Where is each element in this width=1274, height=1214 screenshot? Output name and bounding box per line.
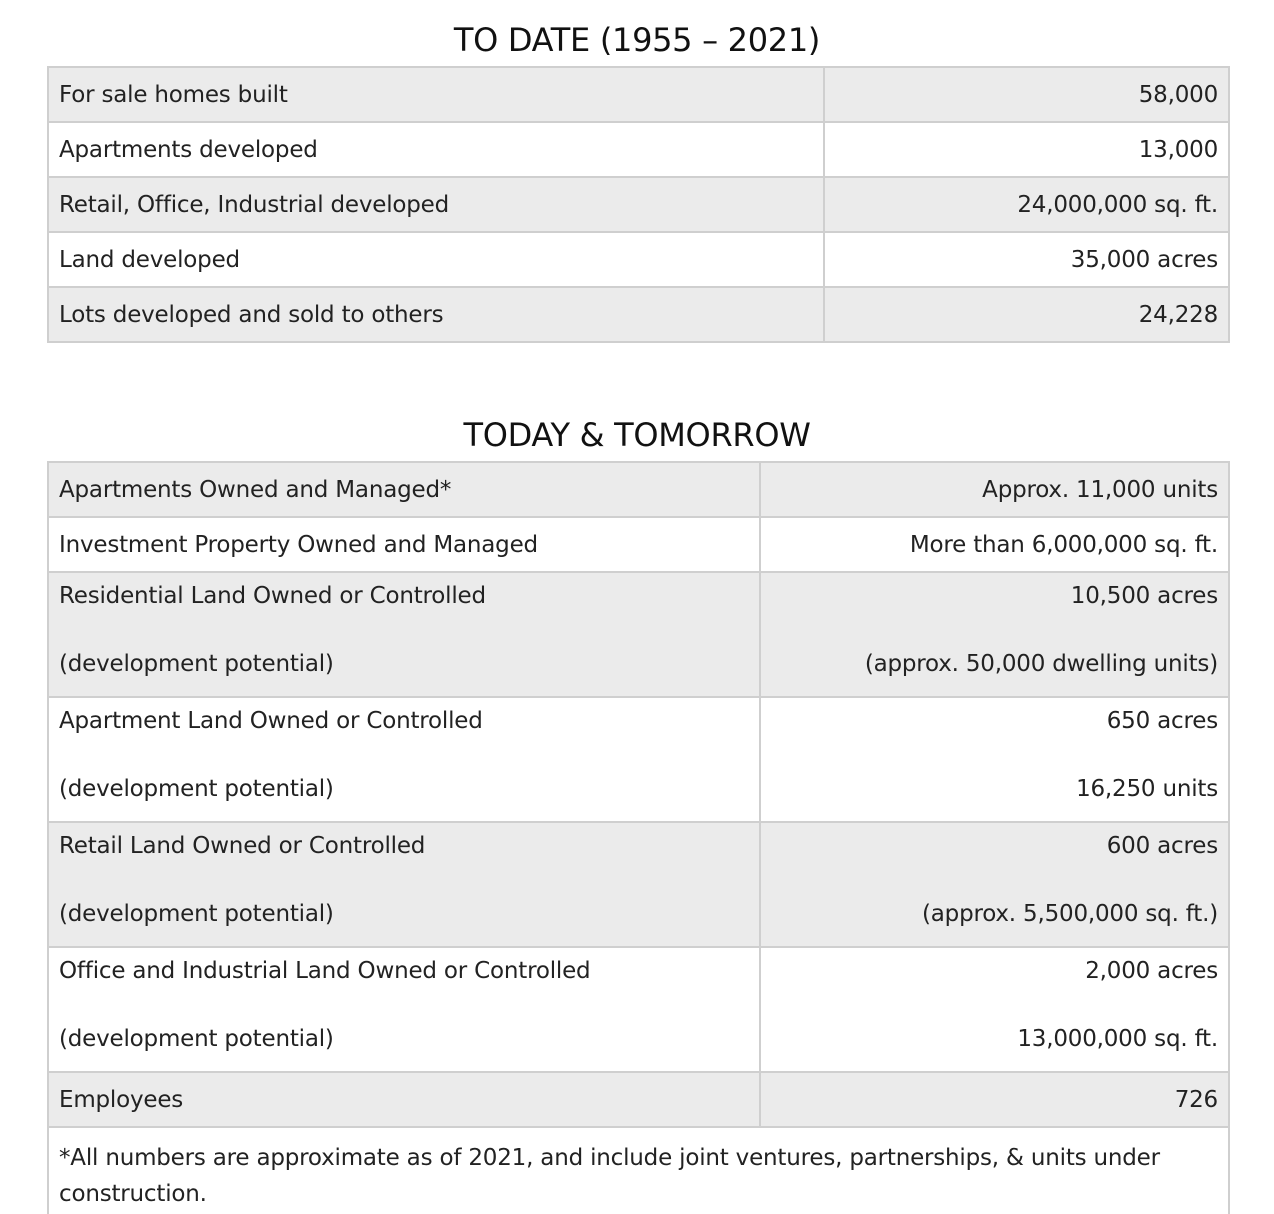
row-value: 600 acres <box>1106 833 1218 859</box>
table-row <box>48 177 1229 232</box>
table-row <box>48 822 1229 947</box>
row-sub-value: 16,250 units <box>1076 776 1218 802</box>
row-value: 24,228 <box>824 287 1229 342</box>
row-value: 35,000 acres <box>824 232 1229 287</box>
row-label: Land developed <box>48 232 824 287</box>
row-label: Retail Land Owned or Controlled <box>59 833 426 859</box>
row-label: Office and Industrial Land Owned or Controlled <box>59 958 591 984</box>
row-value-cell <box>760 822 1229 947</box>
table-row <box>48 572 1229 697</box>
row-label: Investment Property Owned and Managed <box>48 517 760 572</box>
row-value: 24,000,000 sq. ft. <box>824 177 1229 232</box>
row-value-cell <box>760 947 1229 1072</box>
table-row <box>48 287 1229 342</box>
table-row <box>48 517 1229 572</box>
row-value: 58,000 <box>824 67 1229 122</box>
row-label-cell <box>48 572 760 697</box>
row-value: 13,000 <box>824 122 1229 177</box>
table-row <box>48 232 1229 287</box>
row-sub-label: (development potential) <box>59 776 334 802</box>
row-value-cell <box>760 572 1229 697</box>
row-value: 650 acres <box>1106 708 1218 734</box>
row-sub-value: (approx. 5,500,000 sq. ft.) <box>922 901 1218 927</box>
table-row <box>48 947 1229 1072</box>
today-tomorrow-table <box>47 461 1230 1214</box>
row-label: For sale homes built <box>48 67 824 122</box>
to-date-table <box>47 66 1230 343</box>
row-value: Approx. 11,000 units <box>760 462 1229 517</box>
row-sub-value: (approx. 50,000 dwelling units) <box>864 651 1218 677</box>
row-value: More than 6,000,000 sq. ft. <box>760 517 1229 572</box>
row-sub-value: 13,000,000 sq. ft. <box>1017 1026 1218 1052</box>
table-row <box>48 1072 1229 1127</box>
row-label-cell <box>48 822 760 947</box>
row-label: Lots developed and sold to others <box>48 287 824 342</box>
row-value-cell <box>760 697 1229 822</box>
table-row <box>48 122 1229 177</box>
row-value: 726 <box>760 1072 1229 1127</box>
row-value: 2,000 acres <box>1085 958 1218 984</box>
row-label-cell <box>48 947 760 1072</box>
row-value: 10,500 acres <box>1070 583 1218 609</box>
to-date-title: TO DATE (1955 – 2021) <box>453 21 821 59</box>
row-label: Retail, Office, Industrial developed <box>48 177 824 232</box>
footnote-row <box>48 1127 1229 1214</box>
table-row <box>48 462 1229 517</box>
row-label: Residential Land Owned or Controlled <box>59 583 486 609</box>
table-row <box>48 697 1229 822</box>
table-row <box>48 67 1229 122</box>
row-sub-label: (development potential) <box>59 1026 334 1052</box>
row-sub-label: (development potential) <box>59 901 334 927</box>
row-label: Apartments Owned and Managed* <box>48 462 760 517</box>
row-label: Employees <box>48 1072 760 1127</box>
row-label-cell <box>48 697 760 822</box>
today-tomorrow-title: TODAY & TOMORROW <box>463 416 811 454</box>
row-label: Apartment Land Owned or Controlled <box>59 708 483 734</box>
row-sub-label: (development potential) <box>59 651 334 677</box>
footnote: *All numbers are approximate as of 2021, and include joint ventures, partnerships, & units under construction. <box>48 1127 1229 1214</box>
row-label: Apartments developed <box>48 122 824 177</box>
